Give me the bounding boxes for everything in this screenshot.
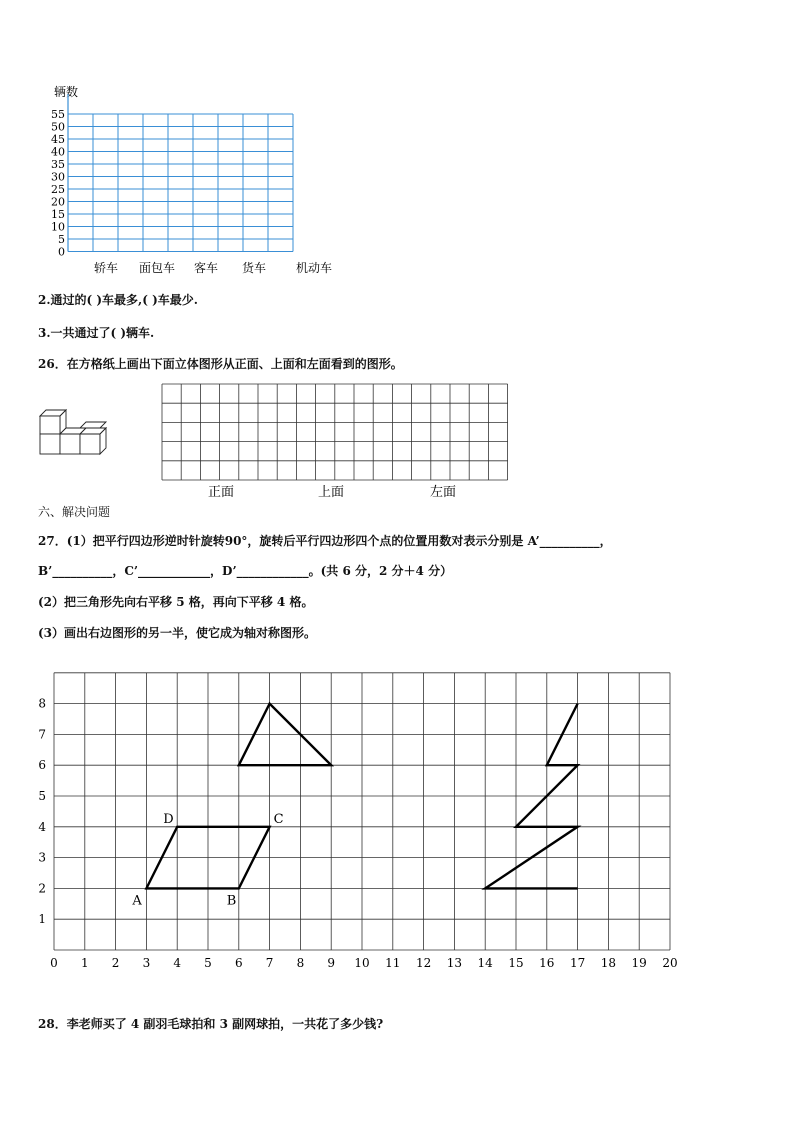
- chart-y-tick-label: 40: [51, 145, 65, 159]
- question-28: 28．李老师买了 4 副羽毛球拍和 3 副网球拍，一共花了多少钱?: [38, 1017, 384, 1031]
- coord-y-label: 2: [38, 881, 46, 896]
- question-2: 2.通过的( )车最多,( )车最少.: [38, 293, 198, 307]
- question-27-1-line2: B’__________，C’____________，D’____________。(共 6 分，2 分＋4 分）: [38, 564, 453, 578]
- coord-x-label: 8: [296, 956, 305, 970]
- question-26: 26．在方格纸上画出下面立体图形从正面、上面和左面看到的图形。: [38, 357, 403, 371]
- question-27-1-line1: 27．(1）把平行四边形逆时针旋转90°，旋转后平行四边形四个点的位置用数对表示分别是 A’__________，: [38, 534, 612, 548]
- view-label-top: 上面: [318, 485, 345, 500]
- view-drawing-grid: [158, 380, 508, 504]
- question-27-2: (2）把三角形先向右平移 5 格，再向下平移 4 格。: [38, 595, 314, 609]
- coord-x-label: 3: [142, 956, 151, 970]
- chart-y-tick-label: 50: [51, 120, 65, 134]
- coord-y-label: 7: [38, 727, 46, 742]
- coord-y-label: 6: [38, 758, 46, 773]
- chart-y-tick-label: 20: [51, 195, 65, 209]
- coord-x-label: 15: [508, 956, 524, 970]
- coord-y-label: 3: [38, 850, 46, 865]
- chart-grid: [68, 94, 293, 252]
- coord-x-label: 14: [477, 956, 493, 970]
- coord-y-label: 4: [38, 819, 46, 834]
- vehicle-count-chart: [40, 80, 360, 280]
- chart-y-tick-label: 45: [51, 133, 65, 146]
- coordinate-grid-figure: [30, 660, 690, 976]
- chart-y-ticks: [51, 108, 65, 259]
- point-label-b: B: [226, 893, 237, 909]
- view-label-front: 正面: [208, 485, 235, 500]
- coord-x-label: 10: [354, 956, 370, 970]
- chart-y-tick-label: 30: [51, 170, 65, 184]
- chart-y-tick-label: 25: [51, 183, 65, 196]
- chart-y-tick-label: 35: [51, 158, 65, 171]
- coord-y-label: 1: [38, 912, 46, 927]
- chart-y-tick-label: 55: [51, 108, 65, 121]
- coord-x-label: 0: [50, 956, 58, 970]
- coord-x-label: 18: [600, 956, 617, 970]
- question-27-3: (3）画出右边图形的另一半，使它成为轴对称图形。: [38, 626, 317, 640]
- chart-y-tick-label: 10: [51, 220, 65, 234]
- chart-y-tick-label: 15: [51, 208, 65, 221]
- coord-x-label: 19: [631, 956, 647, 970]
- coord-x-label: 13: [446, 956, 463, 970]
- coord-x-label: 20: [662, 956, 678, 970]
- point-label-c: C: [273, 811, 284, 827]
- coord-x-label: 9: [327, 956, 336, 970]
- coord-x-label: 17: [569, 956, 586, 970]
- coord-x-label: 5: [204, 956, 212, 970]
- coord-x-label: 11: [385, 956, 401, 970]
- chart-y-axis-label: 辆数: [54, 85, 79, 99]
- coord-x-label: 1: [80, 956, 89, 970]
- coord-y-label: 5: [38, 789, 46, 803]
- coord-x-label: 12: [415, 956, 432, 970]
- chart-category-label: 客车: [193, 261, 219, 275]
- coord-x-label: 4: [173, 956, 182, 970]
- coord-x-label: 16: [539, 956, 555, 970]
- coord-x-label: 7: [265, 956, 274, 970]
- coord-x-label: 2: [111, 956, 120, 970]
- coord-x-label: 6: [234, 956, 243, 970]
- chart-category-label: 面包车: [138, 261, 176, 275]
- cube-solid-figure: [36, 404, 120, 460]
- chart-x-axis-label: 机动车: [296, 261, 333, 275]
- section-6-heading: 六、解决问题: [38, 505, 111, 519]
- question-3: 3.一共通过了( )辆车.: [38, 326, 155, 340]
- chart-categories: [94, 260, 266, 275]
- view-label-left: 左面: [430, 485, 457, 500]
- point-label-d: D: [163, 811, 174, 827]
- chart-category-label: 货车: [241, 261, 267, 275]
- chart-y-tick-label: 0: [58, 245, 65, 259]
- chart-category-label: 轿车: [93, 261, 119, 275]
- chart-y-tick-label: 5: [58, 233, 65, 246]
- coord-y-label: 8: [38, 696, 46, 711]
- point-label-a: A: [132, 893, 142, 909]
